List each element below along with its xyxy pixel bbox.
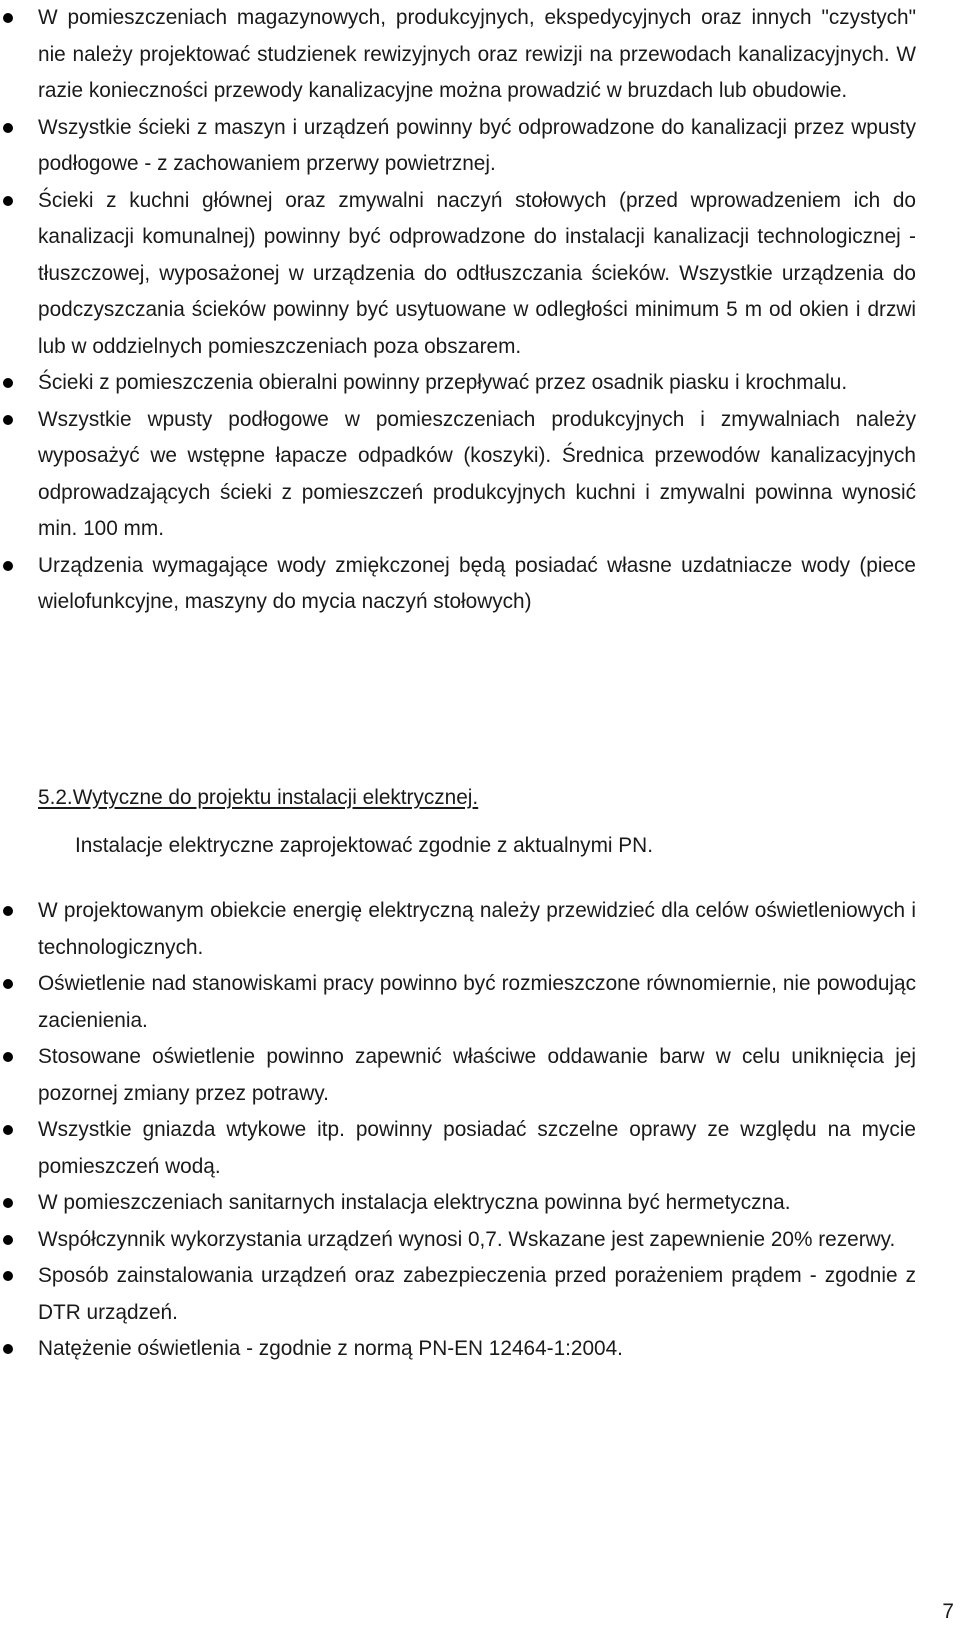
list-item-text: Stosowane oświetlenie powinno zapewnić właściwe oddawanie barw w celu uniknięcia jej pozornej zmiany przez potrawy.: [38, 1045, 916, 1105]
bullet-icon: [3, 1198, 13, 1208]
bullet-icon: [3, 123, 13, 133]
section-intro: Instalacje elektryczne zaprojektować zgodnie z aktualnymi PN.: [75, 834, 653, 857]
list-item: [0, 1331, 916, 1368]
list-item-text: Urządzenia wymagające wody zmiękczonej będą posiadać własne uzdatniacze wody (piece wielofunkcyjne, maszyny do mycia naczyń stołowych): [38, 553, 916, 613]
bullet-icon: [3, 906, 13, 916]
list-item-text: Współczynnik wykorzystania urządzeń wynosi 0,7. Wskazane jest zapewnienie 20% rezerwy.: [38, 1227, 896, 1251]
list-item-text: W projektowanym obiekcie energię elektryczną należy przewidzieć dla celów oświetleniowych i technologicznych.: [38, 899, 916, 959]
bullet-icon: [3, 1052, 13, 1062]
bullet-icon: [3, 1271, 13, 1281]
bullet-icon: [3, 378, 13, 388]
list-item-text: W pomieszczeniach magazynowych, produkcyjnych, ekspedycyjnych oraz innych "czystych" nie należy projektować studzienek rewizyjnych oraz rewizji na przewodach kanalizacyjnych. W razie konieczności przewody kanalizacyjne można prowadzić w bruzdach lub obudowie.: [38, 6, 916, 102]
list-item: [0, 1222, 916, 1259]
list-item-text: W pomieszczeniach sanitarnych instalacja elektryczna powinna być hermetyczna.: [38, 1191, 791, 1214]
bullet-icon: [3, 13, 13, 23]
electrical-requirements-list: [0, 893, 960, 1368]
bullet-icon: [3, 561, 13, 571]
list-item: [0, 1039, 916, 1112]
list-item: [0, 402, 916, 548]
list-item: [0, 893, 916, 966]
list-item: [0, 1258, 916, 1331]
bullet-icon: [3, 196, 13, 206]
list-item-text: Ścieki z kuchni głównej oraz zmywalni naczyń stołowych (przed wprowadzeniem ich do kanalizacji komunalnej) powinny być odprowadzone do instalacji kanalizacji technologicznej - tłuszczowej, wyposażonej w urządzenia do odtłuszczania ścieków. Wszystkie urządzenia do podczyszczania ścieków powinny być usytuowane w odległości minimum 5 m od okien i drzwi lub w oddzielnych pomieszczeniach poza obszarem.: [38, 188, 916, 358]
list-item-text: Wszystkie gniazda wtykowe itp. powinny posiadać szczelne oprawy ze względu na mycie pomieszczeń wodą.: [38, 1118, 916, 1178]
list-item: [0, 548, 916, 621]
bullet-icon: [3, 979, 13, 989]
bullet-icon: [3, 1344, 13, 1354]
page-number: 7: [942, 1600, 954, 1623]
list-item: [0, 183, 916, 366]
list-item-text: Natężenie oświetlenia - zgodnie z normą PN-EN 12464-1:2004.: [38, 1337, 623, 1360]
bullet-icon: [3, 1125, 13, 1135]
list-item-text: Oświetlenie nad stanowiskami pracy powinno być rozmieszczone równomiernie, nie powodując zacienienia.: [38, 972, 916, 1032]
list-item-text: Ścieki z pomieszczenia obieralni powinny przepływać przez osadnik piasku i krochmalu.: [38, 371, 848, 394]
list-item: [0, 110, 916, 183]
section-heading: 5.2.Wytyczne do projektu instalacji elektrycznej.: [38, 786, 479, 809]
drainage-requirements-list: [0, 0, 960, 621]
list-item: [0, 0, 916, 110]
list-item-text: Sposób zainstalowania urządzeń oraz zabezpieczenia przed porażeniem prądem - zgodnie z DTR urządzeń.: [38, 1264, 916, 1324]
list-item-text: Wszystkie wpusty podłogowe w pomieszczeniach produkcyjnych i zmywalniach należy wyposażyć we wstępne łapacze odpadków (koszyki). Średnica przewodów kanalizacyjnych odprowadzających ścieki z pomieszczeń produkcyjnych kuchni i zmywalni powinna wynosić min. 100 mm.: [38, 407, 916, 540]
bullet-icon: [3, 1235, 13, 1245]
list-item: [0, 1185, 916, 1222]
list-item-text: Wszystkie ścieki z maszyn i urządzeń powinny być odprowadzone do kanalizacji przez wpusty podłogowe - z zachowaniem przerwy powietrznej.: [38, 115, 916, 175]
list-item: [0, 365, 916, 402]
list-item: [0, 1112, 916, 1185]
bullet-icon: [3, 415, 13, 425]
list-item: [0, 966, 916, 1039]
